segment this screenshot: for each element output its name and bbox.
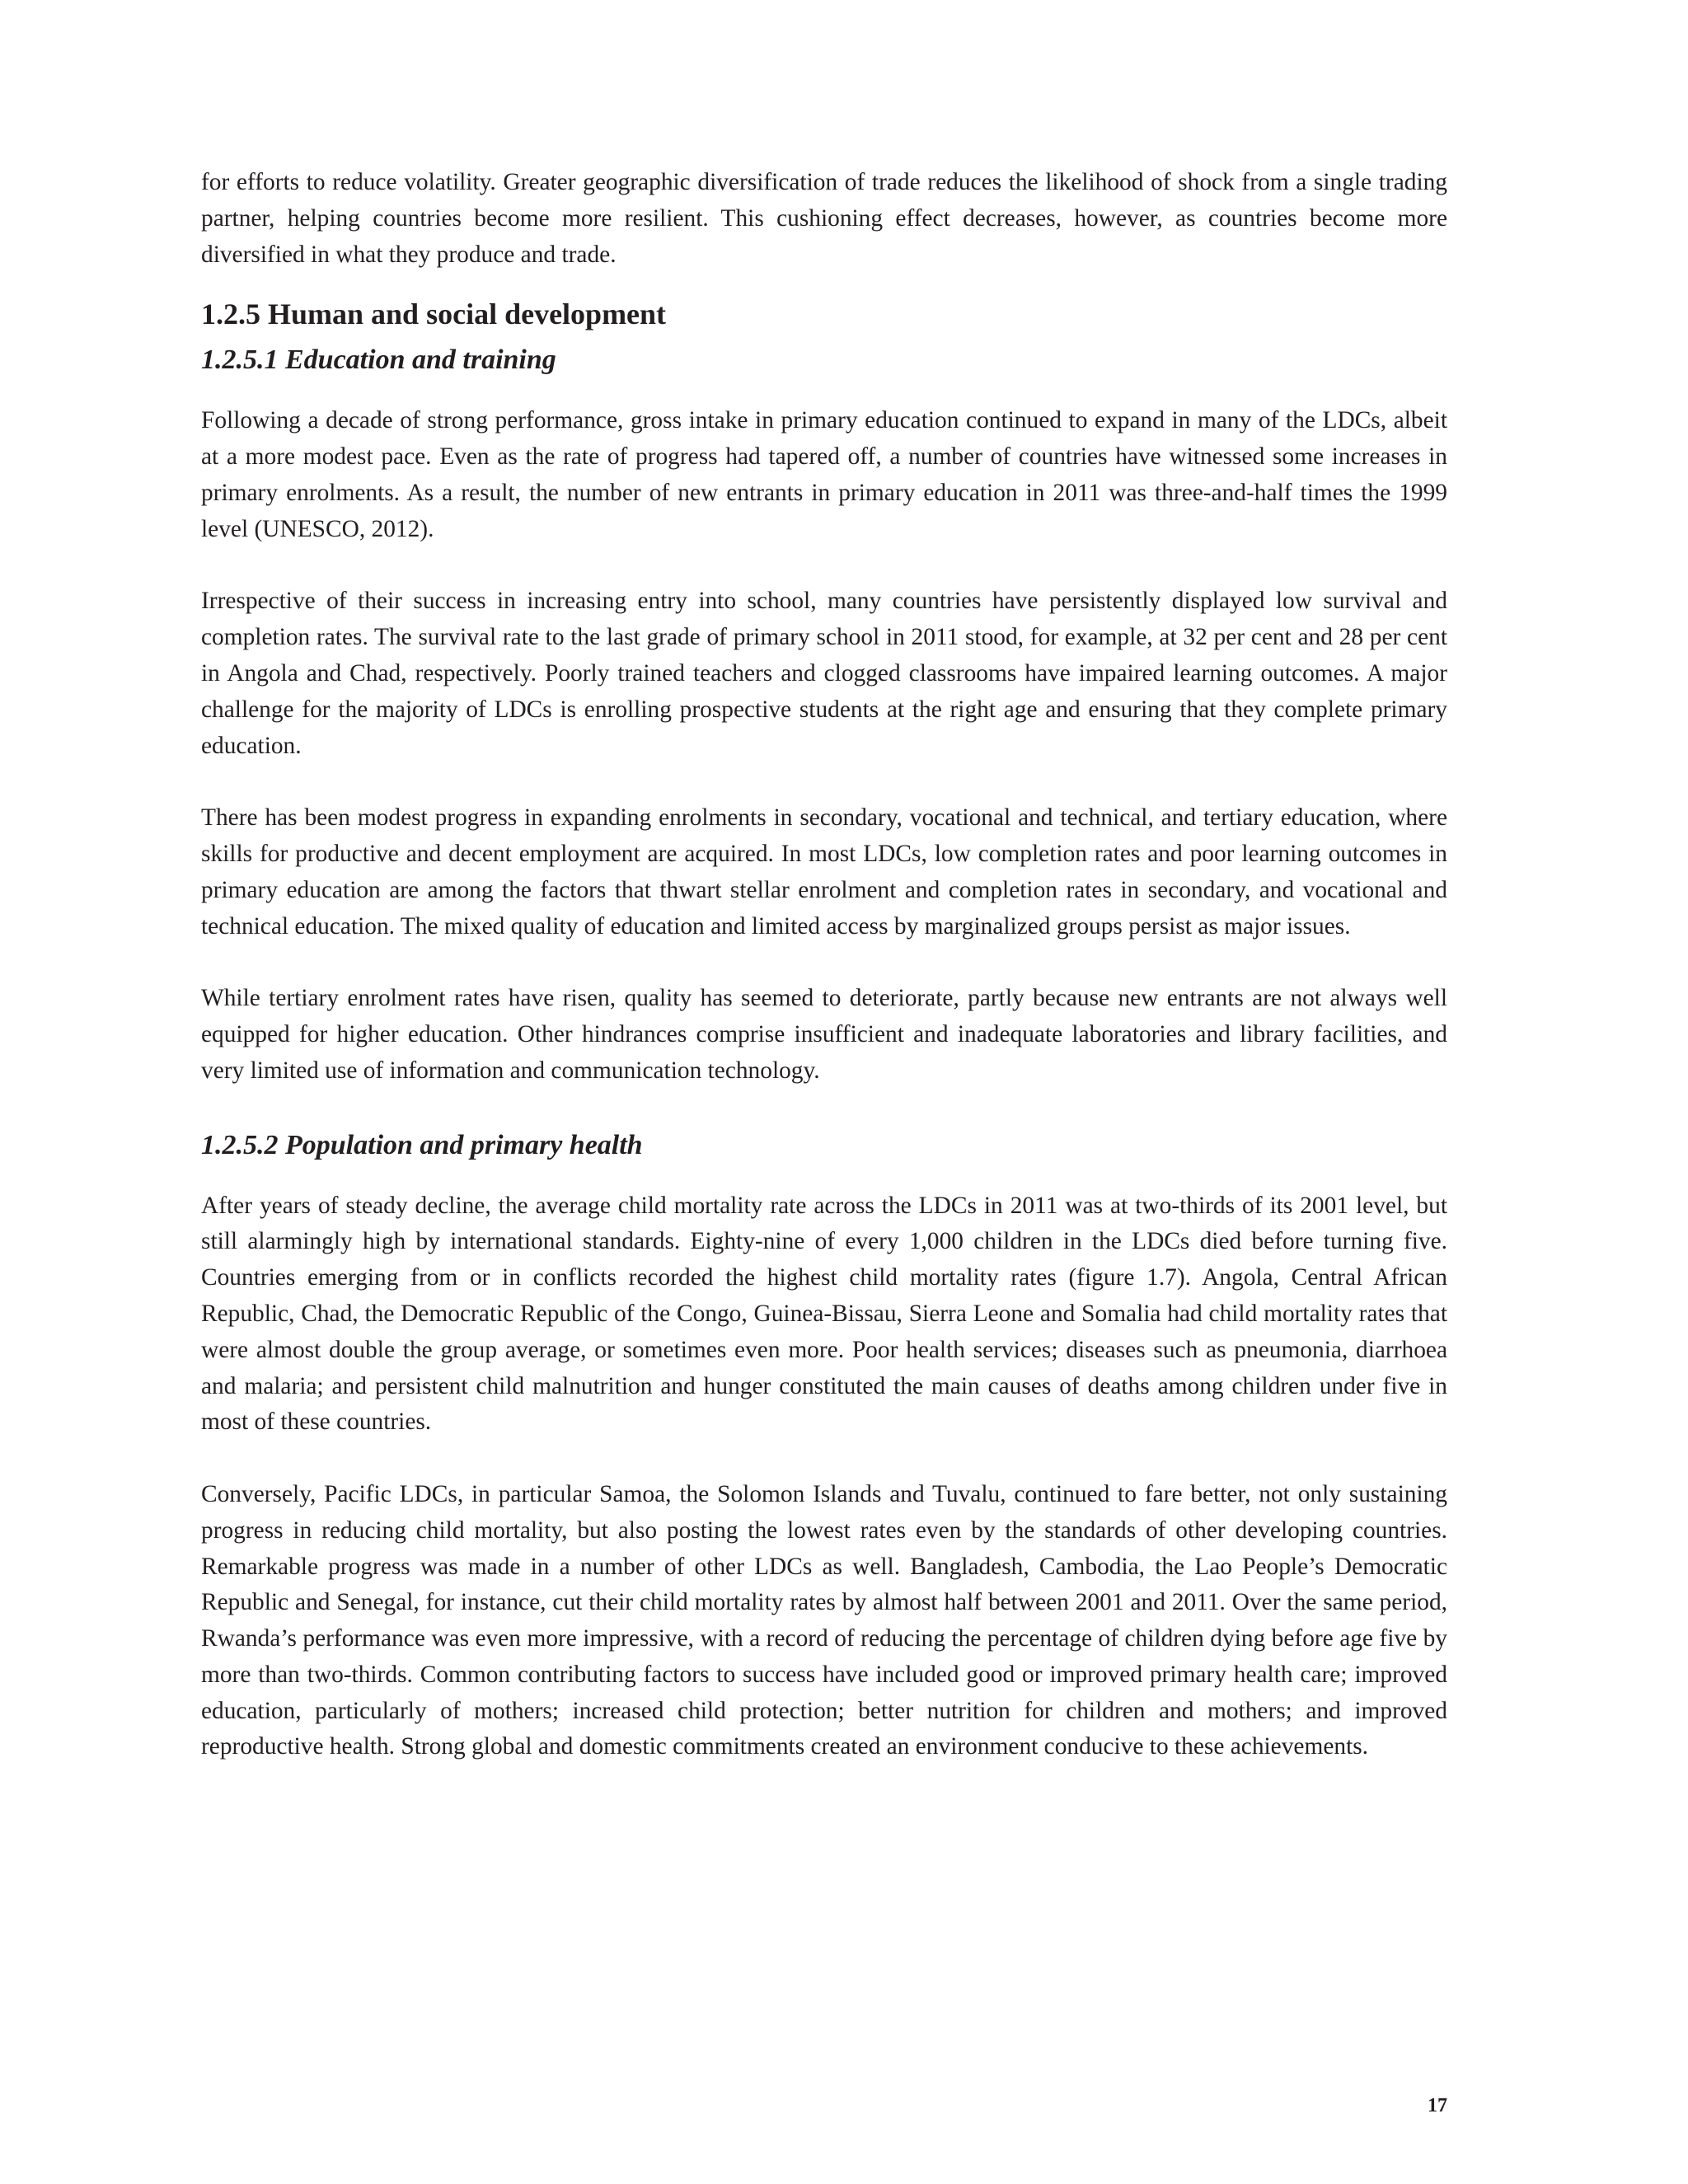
page-number: 17 <box>1428 2095 1447 2116</box>
paragraph-tertiary-education: While tertiary enrolment rates have risen, quality has seemed to deteriorate, partly because new entrants are not always well equipped for higher education. Other hindrances comprise insufficient and inadequate laboratories and library facilities, and very limited use of information and communication technology. <box>201 985 1447 1084</box>
paragraph-child-mortality: After years of steady decline, the average child mortality rate across the LDCs in 2011 was at two-thirds of its 2001 level, but still alarmingly high by international standards. Eighty-nine of every 1,000 children in the LDCs died before turning five. Countries emerging from or in conflicts recorded the highest child mortality rates (figure 1.7). Angola, Central African Republic, Chad, the Democratic Republic of the Congo, Guinea-Bissau, Sierra Leone and Somalia had child mortality rates that were almost double the group average, or sometimes even more. Poor health services; diseases such as pneumonia, diarrhoea and malaria; and persistent child malnutrition and hunger constituted the main causes of deaths among children under five in most of these countries. <box>201 1192 1447 1436</box>
subsection-heading-health: 1.2.5.2 Population and primary health <box>201 1129 643 1160</box>
document-page <box>201 165 1447 1765</box>
paragraph-secondary-education: There has been modest progress in expanding enrolments in secondary, vocational and technical, and tertiary education, where skills for productive and decent employment are acquired. In most LDCs, low completion rates and poor learning outcomes in primary education are among the factors that thwart stellar enrolment and completion rates in secondary, and vocational and technical education. The mixed quality of education and limited access by marginalized groups persist as major issues. <box>201 804 1447 940</box>
paragraph-pacific-ldcs: Conversely, Pacific LDCs, in particular Samoa, the Solomon Islands and Tuvalu, continued to fare better, not only sustaining progress in reducing child mortality, but also posting the lowest rates even by the standards of other developing countries. Remarkable progress was made in a number of other LDCs as well. Bangladesh, Cambodia, the Lao People’s Democratic Republic and Senegal, for instance, cut their child mortality rates by almost half between 2001 and 2011. Over the same period, Rwanda’s performance was even more impressive, with a record of reducing the percentage of children dying before age five by more than two-thirds. Common contributing factors to success have included good or improved primary health care; improved education, particularly of mothers; increased child protection; better nutrition for children and mothers; and improved reproductive health. Strong global and domestic commitments created an environment conducive to these achievements. <box>201 1480 1447 1760</box>
paragraph-intro: for efforts to reduce volatility. Greater geographic diversification of trade reduces the likelihood of shock from a single trading partner, helping countries become more resilient. This cushioning effect decreases, however, as countries become more diversified in what they produce and trade. <box>201 169 1447 268</box>
section-heading: 1.2.5 Human and social development <box>201 298 667 331</box>
subsection-heading-education: 1.2.5.1 Education and training <box>201 344 556 376</box>
paragraph-primary-intake: Following a decade of strong performance, gross intake in primary education continued to expand in many of the LDCs, albeit at a more modest pace. Even as the rate of progress had tapered off, a number of countries have witnessed some increases in primary enrolments. As a result, the number of new entrants in primary education in 2011 was three-and-half times the 1999 level (UNESCO, 2012). <box>201 407 1447 542</box>
paragraph-survival-rates: Irrespective of their success in increasing entry into school, many countries have persistently displayed low survival and completion rates. The survival rate to the last grade of primary school in 2011 stood, for example, at 32 per cent and 28 per cent in Angola and Chad, respectively. Poorly trained teachers and clogged classrooms have impaired learning outcomes. A major challenge for the majority of LDCs is enrolling prospective students at the right age and ensuring that they complete primary education. <box>201 588 1447 759</box>
